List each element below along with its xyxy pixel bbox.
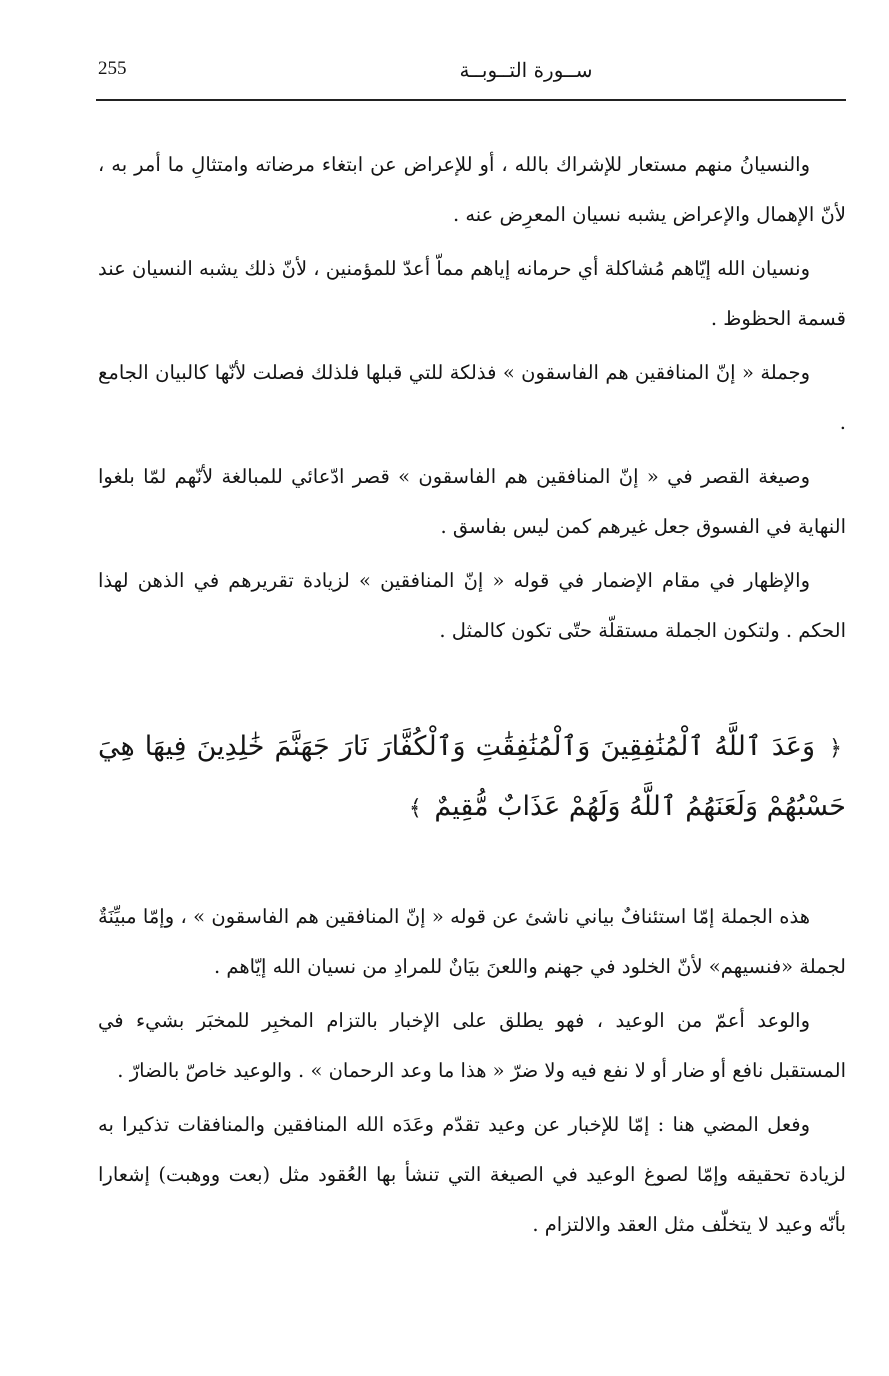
quran-verse xyxy=(98,718,846,838)
page-header xyxy=(96,52,846,96)
paragraph: وجملة « إنّ المنافقين هم الفاسقون » فذلكة للتي قبلها فلذلك فصلت لأنّها كالبيان الجامع . xyxy=(98,361,846,434)
verse-text: وَعَدَ ٱللَّهُ ٱلْمُنَٰفِقِينَ وَٱلْمُنَٰفِقَٰتِ وَٱلْكُفَّارَ نَارَ جَهَنَّمَ خَٰلِدِينَ فِيهَا هِيَ حَسْبُهُمْ وَلَعَنَهُمُ ٱللَّهُ وَلَهُمْ عَذَابٌ مُّقِيمٌ xyxy=(98,731,846,822)
paragraph: والنسيانُ منهم مستعار للإشراك بالله ، أو للإعراض عن ابتغاء مرضاته وامتثالِ ما أمر به ، لأنّ الإهمال والإعراض يشبه نسيان المعرِض عنه . xyxy=(98,153,846,226)
header-rule xyxy=(96,99,846,101)
page-number: 255 xyxy=(98,58,127,79)
paragraph: ونسيان الله إيّاهم مُشاكلة أي حرمانه إياهم مماّ أعدّ للمؤمنين ، لأنّ ذلك يشبه النسيان عند قسمة الحظوظ . xyxy=(98,257,846,330)
paragraph: هذه الجملة إمّا استئنافٌ بياني ناشئ عن قوله « إنّ المنافقين هم الفاسقون » ، وإمّا مبيِّنَةٌ لجملة «فنسيهم» لأنّ الخلود في جهنم واللعنَ بيَانٌ للمرادِ من نسيان الله إيّاهم . xyxy=(98,905,846,978)
paragraph: وصيغة القصر في « إنّ المنافقين هم الفاسقون » قصر ادّعائي للمبالغة لأنّهم لمّا بلغوا النهاية في الفسوق جعل غيرهم كمن ليس بفاسق . xyxy=(98,465,846,538)
verse-close-mark: ﴾ xyxy=(408,796,422,821)
paragraph: وفعل المضي هنا : إمّا للإخبار عن وعيد تقدّم وعَدَه الله المنافقين والمنافقات تذكيرا به لزيادة تحقيقه وإمّا لصوغ الوعيد في الصيغة التي تنشأ بها العُقود مثل (بعت ووهبت) إشعارا بأنّه وعيد لا يتخلّف مثل العقد والالتزام . xyxy=(98,1113,846,1236)
verse-open-mark: ﴿ xyxy=(829,736,842,761)
paragraph: والإظهار في مقام الإضمار في قوله « إنّ المنافقين » لزيادة تقريرهم في الذهن لهذا الحكم . ولتكون الجملة مستقلّة حتّى تكون كالمثل . xyxy=(98,569,846,642)
running-title: ســورة التــوبــة xyxy=(459,58,593,82)
page-body xyxy=(98,140,846,1254)
paragraph: والوعد أعمّ من الوعيد ، فهو يطلق على الإخبار بالتزام المخبِر للمخبَر بشيء في المستقبل نافع أو ضار أو لا نفع فيه ولا ضرّ « هذا ما وعد الرحمان » . والوعيد خاصّ بالضارّ . xyxy=(98,1009,846,1082)
